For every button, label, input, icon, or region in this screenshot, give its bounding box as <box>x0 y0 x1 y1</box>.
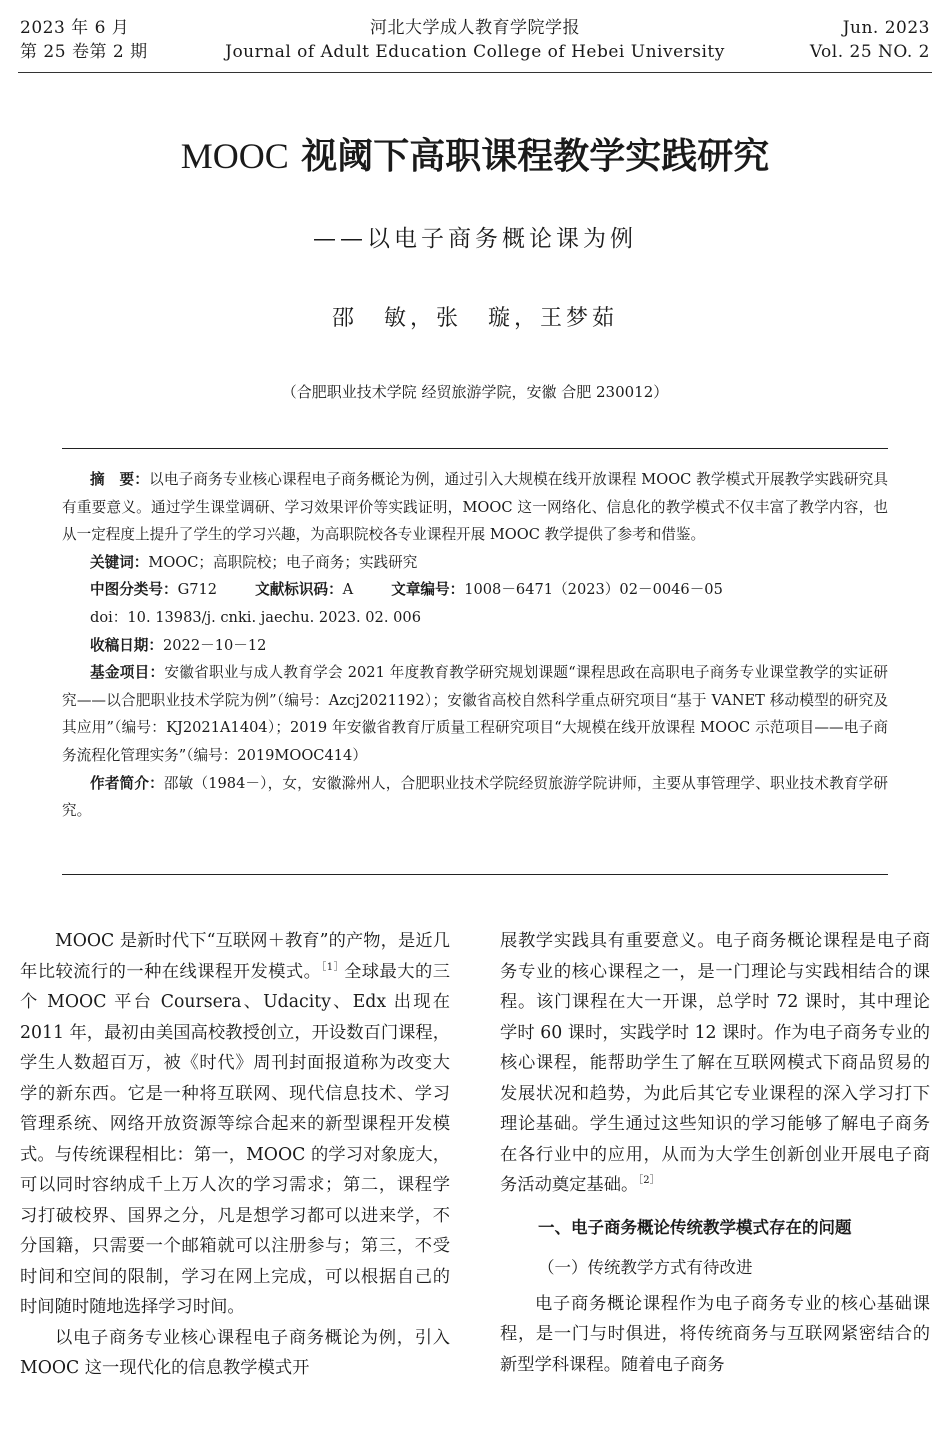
affiliation: （合肥职业技术学院 经贸旅游学院，安徽 合肥 230012） <box>281 383 669 401</box>
body-paragraph <box>500 926 930 1201</box>
received-date <box>62 632 888 660</box>
header-date-cn: 2023 年 6 月 <box>20 18 130 38</box>
abstract-label: 摘 要： <box>90 471 150 488</box>
paper-subtitle: ——以电子商务概论课为例 <box>313 226 637 252</box>
body-paragraph: 以电子商务专业核心课程电子商务概论为例，引入 MOOC 这一现代化的信息教学模式开 <box>20 1327 450 1378</box>
header-date-en: Jun. 2023 <box>842 18 930 38</box>
doc-code-label: 文献标识码： <box>255 581 343 599</box>
fund-text: 安徽省职业与成人教育学会 2021 年度教育教学研究规划课题“课程思政在高职电子商务专业课堂教学的实证研究——以合肥职业技术学院为例”（编号：Azcj2021192）；安徽省高校自然科学重点研究项目“基于 VANET 移动模型的研究及其应用”（编号：KJ2021A1404）；2019 年安徽省教育厅质量工程研究项目“大规模在线开放课程 MOOC 示范项目——电子商务流程化管理实务”（编号：2019MOOC414） <box>62 664 888 764</box>
keywords <box>62 549 888 577</box>
article-number-label: 文章编号： <box>391 581 465 599</box>
keywords-label: 关键词： <box>90 553 149 571</box>
author-list: 邵 敏，张 璇，王梦茹 <box>331 306 618 331</box>
doi: doi：10. 13983/j. cnki. jaechu. 2023. 02. 006 <box>90 608 421 626</box>
header-volume-cn: 第 25 卷第 2 期 <box>20 42 148 62</box>
classification-row <box>62 576 888 604</box>
citation-ref[interactable]: ［2］ <box>638 1175 660 1187</box>
fund-info <box>62 659 888 769</box>
journal-name-cn: 河北大学成人教育学院学报 <box>370 18 580 38</box>
paper-title-latin: MOOC <box>180 136 289 176</box>
citation-ref[interactable]: ［1］ <box>321 961 345 973</box>
body-paragraph: 电子商务概论课程作为电子商务专业的核心基础课程，是一门与时俱进，将传统商务与互联网紧密结合的新型学科课程。随着电子商务 <box>500 1293 930 1375</box>
subsection-heading: （一）传统教学方式有待改进 <box>538 1257 753 1277</box>
header-center <box>0 16 950 64</box>
abstract-bottom-rule <box>62 874 888 875</box>
author-bio-text: 邵敏（1984－），女，安徽滁州人，合肥职业技术学院经贸旅游学院讲师，主要从事管理学、职业技术教育学研究。 <box>62 774 888 820</box>
author-bio <box>62 770 888 825</box>
paper-title <box>0 132 950 180</box>
article-number-value: 1008－6471（2023）02－0046－05 <box>464 581 723 599</box>
body-text: 全球最大的三个 MOOC 平台 Coursera、Udacity、Edx 出现在 2011 年，最初由美国高校教授创立，开设数百门课程，学生人数超百万，被《时代》周刊封面报道称为改变大学的新东西。它是一种将互联网、现代信息技术、学习管理系统、网络开放资源等综合起来的新型课程开发模式。与传统课程相比：第一，MOOC 的学习对象庞大，可以同时容纳成千上万人次的学习需求；第二，课程学习打破校界、国界之分，凡是想学习都可以进来学，不分国籍，只需要一个邮箱就可以注册参与；第三，不受时间和空间的限制，学习在网上完成，可以根据自己的时间随时随地选择学习时间。 <box>20 961 450 1317</box>
header-right <box>810 16 930 64</box>
author-bio-label: 作者简介： <box>90 774 164 792</box>
journal-name-en: Journal of Adult Education College of Hebei University <box>225 42 725 62</box>
header-divider <box>18 72 932 73</box>
fund-label: 基金项目： <box>90 664 165 682</box>
section-heading: 一、电子商务概论传统教学模式存在的问题 <box>538 1217 852 1237</box>
abstract <box>62 466 888 549</box>
received-label: 收稿日期： <box>90 636 163 654</box>
doc-code-value: A <box>342 581 354 599</box>
keywords-text: MOOC；高职院校；电子商务；实践研究 <box>148 553 418 571</box>
abstract-text: 以电子商务专业核心课程电子商务概论为例，通过引入大规模在线开放课程 MOOC 教学模式开展教学实践研究具有重要意义。通过学生课堂调研、学习效果评价等实践证明，MOOC 这一网络化、信息化的教学模式不仅丰富了教学内容，也从一定程度上提升了学生的学习兴趣，为高职院校各专业课程开展 MOOC 教学提供了参考和借鉴。 <box>62 471 888 544</box>
abstract-top-rule <box>62 448 888 449</box>
abstract-block <box>62 466 888 825</box>
body-column-left <box>20 926 450 1384</box>
body-paragraph <box>20 926 450 1323</box>
header-volume-en: Vol. 25 NO. 2 <box>809 42 930 62</box>
clc-value: G712 <box>177 581 218 599</box>
body-text: MOOC 是新时代下“互联网＋教育”的产物，是近几年比较流行的一种在线课程开发模式。 <box>20 931 450 982</box>
received-value: 2022－10－12 <box>162 636 267 654</box>
paper-title-cn: 视阈下高职课程教学实践研究 <box>288 135 770 177</box>
body-text: 展教学实践具有重要意义。电子商务概论课程是电子商务专业的核心课程之一，是一门理论与实践相结合的课程。该门课程在大一开课，总学时 72 课时，其中理论学时 60 课时，实践学时 12 课时。作为电子商务专业的核心课程，能帮助学生了解在互联网模式下商品贸易的发展状况和趋势，为此后其它专业课程的深入学习打下理论基础。学生通过这些知识的学习能够了解电子商务在各行业中的应用，从而为大学生创新创业开展电子商务活动奠定基础。 <box>500 931 930 1195</box>
body-column-right <box>500 926 930 1380</box>
clc-label: 中图分类号： <box>90 581 178 599</box>
